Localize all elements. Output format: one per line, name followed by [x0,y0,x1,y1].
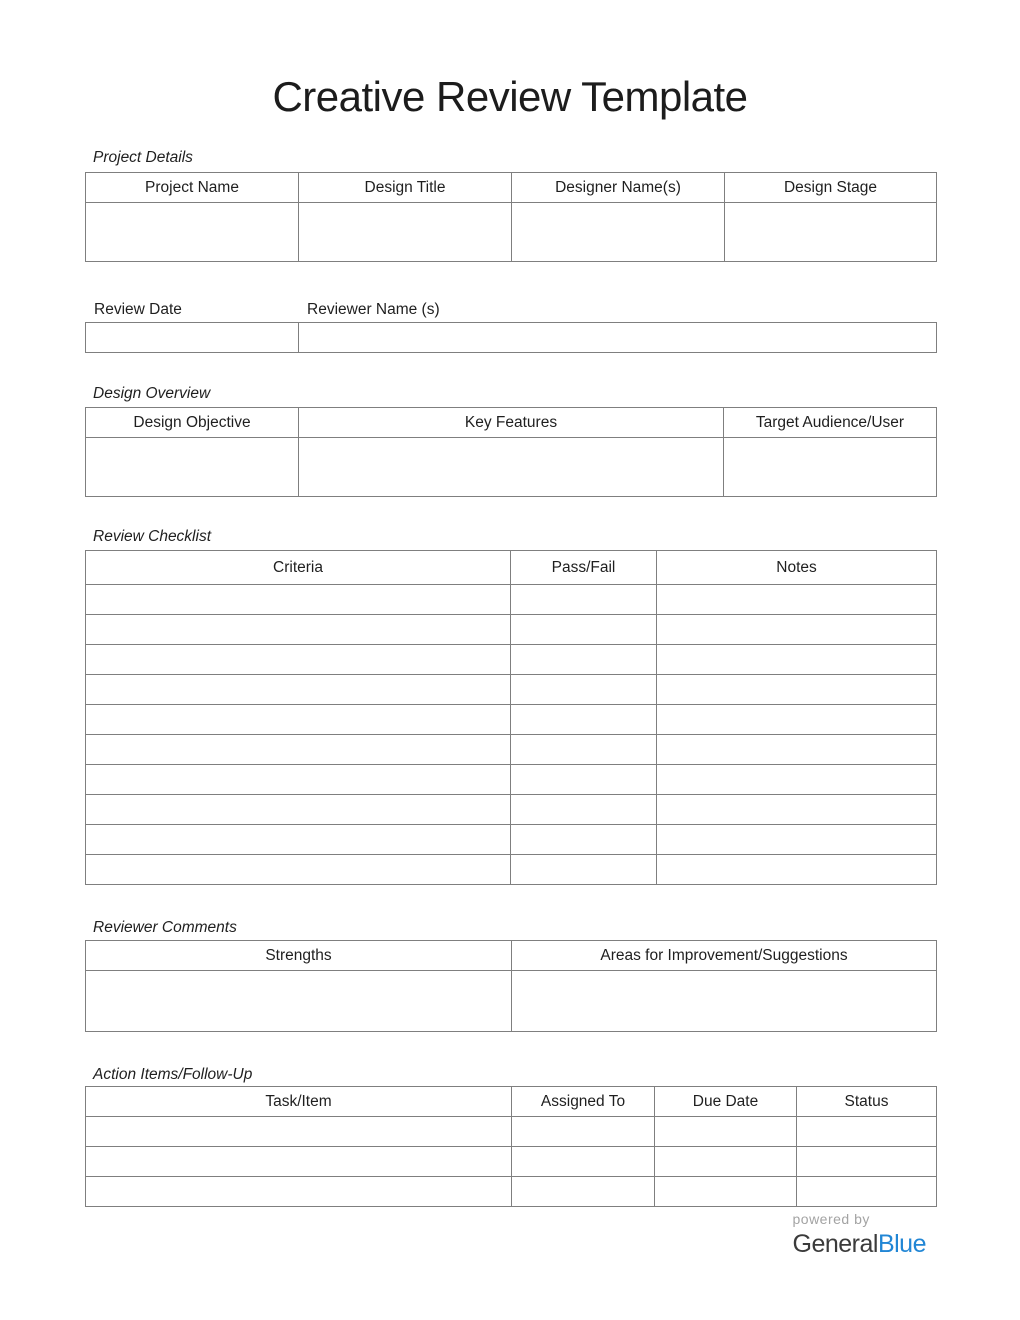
pass-fail-header: Pass/Fail [511,551,657,585]
project-details-entry-row [86,203,937,262]
notes-cell[interactable] [657,705,937,735]
design-stage-cell[interactable] [725,203,937,262]
criteria-cell[interactable] [86,585,511,615]
key-features-header: Key Features [299,408,724,438]
review-info-table [85,322,937,353]
review-date-label: Review Date [94,301,182,318]
status-cell[interactable] [797,1117,937,1147]
project-details-table [85,172,937,262]
checklist-row [86,705,937,735]
notes-cell[interactable] [657,585,937,615]
notes-cell[interactable] [657,675,937,705]
design-overview-table [85,407,937,497]
designer-names-header: Designer Name(s) [512,173,725,203]
design-objective-header: Design Objective [86,408,299,438]
review-info-entry-row [86,323,937,353]
strengths-header: Strengths [86,941,512,971]
criteria-header: Criteria [86,551,511,585]
task-item-cell[interactable] [86,1177,512,1207]
due-date-cell[interactable] [655,1117,797,1147]
strengths-cell[interactable] [86,971,512,1032]
reviewer-name-cell[interactable] [299,323,937,353]
notes-cell[interactable] [657,795,937,825]
checklist-row [86,855,937,885]
criteria-cell[interactable] [86,615,511,645]
brand-general-text: General [792,1230,878,1258]
section-label-action-items: Action Items/Follow-Up [93,1066,253,1083]
design-overview-header-row [86,408,937,438]
notes-cell[interactable] [657,645,937,675]
pass-fail-cell[interactable] [511,675,657,705]
status-cell[interactable] [797,1177,937,1207]
pass-fail-cell[interactable] [511,615,657,645]
brand-blue-text: Blue [877,1230,926,1258]
checklist-row [86,615,937,645]
powered-by-text: powered by [792,1211,870,1227]
pass-fail-cell[interactable] [511,735,657,765]
reviewer-comments-entry-row [86,971,937,1032]
design-objective-cell[interactable] [86,438,299,497]
action-item-row [86,1117,937,1147]
section-label-reviewer-comments: Reviewer Comments [93,919,237,936]
design-title-cell[interactable] [299,203,512,262]
reviewer-comments-header-row [86,941,937,971]
criteria-cell[interactable] [86,825,511,855]
task-item-header: Task/Item [86,1087,512,1117]
checklist-row [86,645,937,675]
pass-fail-cell[interactable] [511,855,657,885]
action-items-header-row [86,1087,937,1117]
pass-fail-cell[interactable] [511,705,657,735]
notes-cell[interactable] [657,825,937,855]
action-item-row [86,1147,937,1177]
project-details-header-row [86,173,937,203]
key-features-cell[interactable] [299,438,724,497]
generalblue-logo [793,1211,927,1258]
due-date-header: Due Date [655,1087,797,1117]
section-label-review-checklist: Review Checklist [93,528,212,545]
criteria-cell[interactable] [86,765,511,795]
action-item-row [86,1177,937,1207]
improvements-cell[interactable] [512,971,937,1032]
target-audience-header: Target Audience/User [724,408,937,438]
improvements-header: Areas for Improvement/Suggestions [512,941,937,971]
checklist-row [86,825,937,855]
pass-fail-cell[interactable] [511,795,657,825]
criteria-cell[interactable] [86,645,511,675]
criteria-cell[interactable] [86,705,511,735]
assigned-to-cell[interactable] [512,1177,655,1207]
review-date-cell[interactable] [86,323,299,353]
assigned-to-cell[interactable] [512,1147,655,1177]
design-title-header: Design Title [299,173,512,203]
pass-fail-cell[interactable] [511,585,657,615]
project-name-cell[interactable] [86,203,299,262]
generalblue-wordmark [793,1231,927,1258]
document-content [85,148,936,1207]
notes-header: Notes [657,551,937,585]
pass-fail-cell[interactable] [511,645,657,675]
page-title: Creative Review Template [272,73,748,120]
review-checklist-table [85,550,937,885]
task-item-cell[interactable] [86,1147,512,1177]
task-item-cell[interactable] [86,1117,512,1147]
assigned-to-cell[interactable] [512,1117,655,1147]
checklist-header-row [86,551,937,585]
notes-cell[interactable] [657,735,937,765]
checklist-row [86,675,937,705]
footer [85,1211,936,1258]
criteria-cell[interactable] [86,855,511,885]
notes-cell[interactable] [657,615,937,645]
designer-names-cell[interactable] [512,203,725,262]
design-overview-entry-row [86,438,937,497]
due-date-cell[interactable] [655,1147,797,1177]
checklist-row [86,735,937,765]
checklist-row [86,585,937,615]
target-audience-cell[interactable] [724,438,937,497]
criteria-cell[interactable] [86,735,511,765]
pass-fail-cell[interactable] [511,765,657,795]
reviewer-name-label: Reviewer Name (s) [307,301,440,318]
criteria-cell[interactable] [86,675,511,705]
assigned-to-header: Assigned To [512,1087,655,1117]
project-name-header: Project Name [86,173,299,203]
checklist-row [86,795,937,825]
notes-cell[interactable] [657,765,937,795]
section-label-design-overview: Design Overview [93,385,211,402]
pass-fail-cell[interactable] [511,825,657,855]
reviewer-comments-table [85,940,937,1032]
checklist-row [86,765,937,795]
section-label-project-details: Project Details [93,149,193,166]
due-date-cell[interactable] [655,1177,797,1207]
action-items-table [85,1086,937,1207]
status-header: Status [797,1087,937,1117]
criteria-cell[interactable] [86,795,511,825]
notes-cell[interactable] [657,855,937,885]
design-stage-header: Design Stage [725,173,937,203]
status-cell[interactable] [797,1147,937,1177]
review-info-labels [85,300,936,319]
